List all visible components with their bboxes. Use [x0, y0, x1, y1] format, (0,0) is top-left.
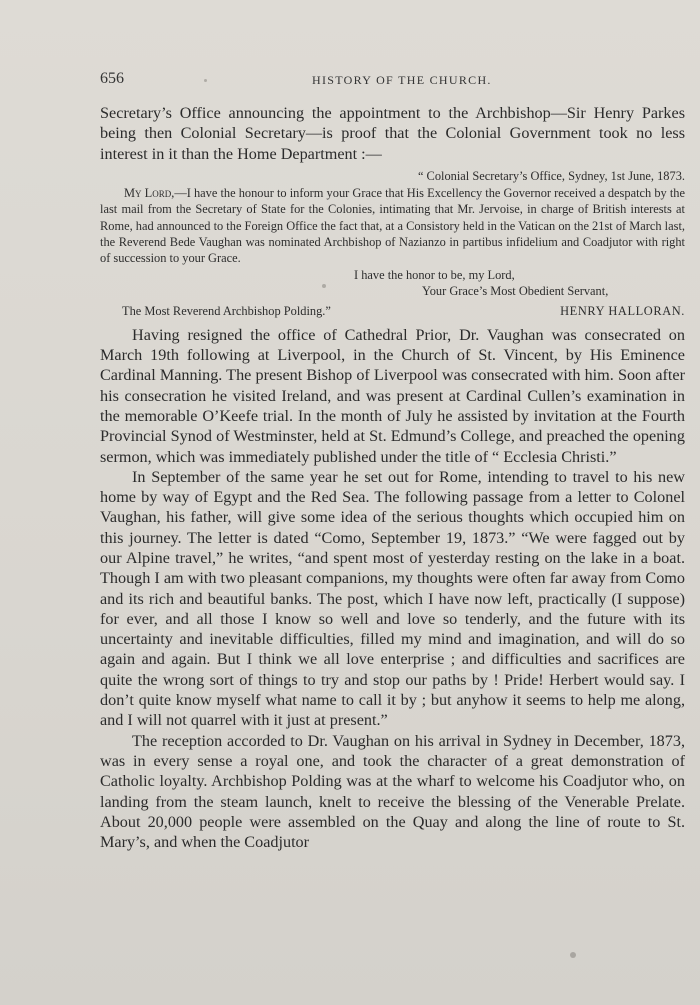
paragraph-journey: In September of the same year he set out for Rome, intending to travel to his new home by way of Egypt and the Red Sea. The following passage from a letter to Colonel Vaughan, his father, will give some idea of the serious thoughts which occupied him on this journey. The letter is dated “Como, September 19, 1873.” “We were fagged out by our Alpine travel,” he writes, “and spent most of yesterday resting on the lake in a boat. Though I am with two pleasant companions, my thoughts were often far away from Como and its rich and beautiful banks. The post, which I have now left, practically (I suppose) for ever, and all those I know so well and love so tenderly, and the future with its uncertainty and inevitable difficulties, filled my mind and imagination, and will do so again and again. But I think we all love enterprise ; and difficulties and sacrifices are quite the wrong sort of things to try and stop our paths by ! Pride! Herbert would say. I don’t quite know myself what name to call it by ; but anyhow it seems to help me along, and I will not quarrel with it just at present.”	[100, 467, 685, 730]
paragraph-continued: Secretary’s Office announcing the appointment to the Archbishop—Sir Henry Parkes being then Colonial Secretary—is proof that the Colonial Government took no less interest in it than the Home Department :—	[100, 104, 685, 163]
letter-signatory: HENRY HALLORAN.	[560, 303, 685, 318]
quoted-letter	[100, 168, 685, 319]
letter-text: —I have the honour to inform your Grace that His Excellency the Governor received a despatch by the last mail from the Secretary of State for the Colonies, intimating that Mr. Jervoise, in charge of British interests at Rome, had announced to the Foreign Office the fact that, at a Consistory held in the Vatican on the 21st of March last, the Reverend Bede Vaughan was nominated Archbishop of Nazianzo in partibus infidelium and Coadjutor with right of succession to your Grace.	[100, 186, 685, 265]
page-header	[100, 70, 682, 92]
letter-closing-1: I have the honor to be, my Lord,	[354, 268, 515, 283]
letter-closing-2: Your Grace’s Most Obedient Servant,	[422, 284, 609, 299]
paper-spot	[204, 79, 207, 82]
letter-sign-row	[100, 303, 685, 319]
paragraph-reception: The reception accorded to Dr. Vaughan on his arrival in Sydney in December, 1873, was in every sense a royal one, and took the character of a great demonstration of Catholic loyalty. Archbishop Polding was at the wharf to welcome his Coadjutor who, on landing from the steam launch, knelt to receive the blessing of the Venerable Prelate. About 20,000 people were assembled on the Quay and along the line of route to St. Mary’s, and when the Coadjutor	[100, 731, 685, 852]
letter-salutation: My Lord,	[124, 186, 175, 201]
paper-spot	[570, 952, 576, 958]
paragraph-consecration: Having resigned the office of Cathedral Prior, Dr. Vaughan was consecrated on March 19th following at Liverpool, in the Church of St. Vincent, by His Eminence Cardinal Manning. The present Bishop of Liverpool was consecrated with him. Soon after his consecration he visited Ireland, and was present at Cardinal Cullen’s examination in the memorable O’Keefe trial. In the month of July he assisted by invitation at the Fourth Provincial Synod of Westminster, held at St. Edmund’s College, and preached the opening sermon, which was immediately published under the title of “ Ecclesia Christi.”	[100, 325, 685, 466]
page-number: 656	[100, 70, 124, 87]
letter-dateline: “ Colonial Secretary’s Office, Sydney, 1st June, 1873.	[417, 168, 685, 183]
body-text	[100, 103, 685, 852]
running-head: HISTORY OF THE CHURCH.	[312, 73, 492, 87]
letter-body	[100, 185, 685, 266]
paper-spot	[322, 284, 326, 288]
letter-addressee: The Most Reverend Archbishop Polding.”	[122, 303, 331, 318]
